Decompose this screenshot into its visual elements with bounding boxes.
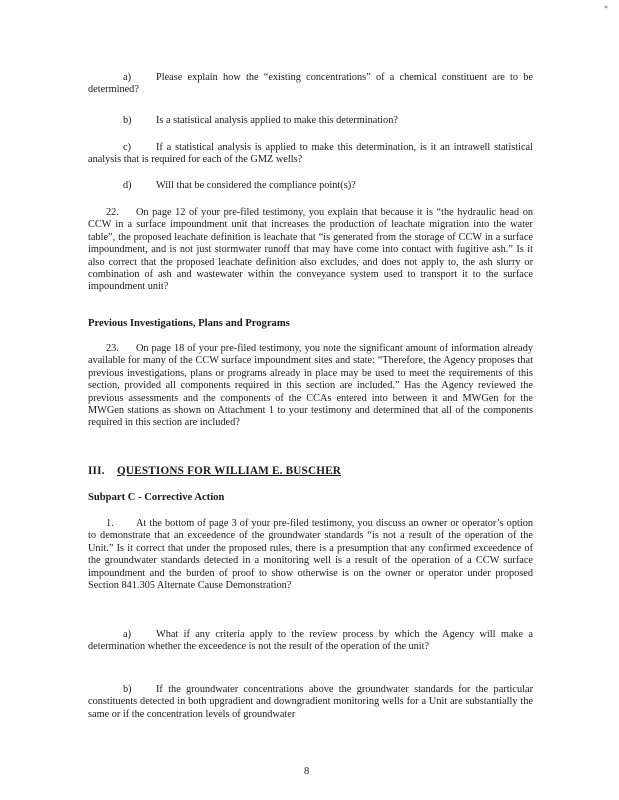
question-21c	[88, 142, 533, 167]
question-1a-text: What if any criteria apply to the review process by which the Agency will make a determination whether the exceedence is not the result of the operation of the unit?	[88, 629, 533, 653]
question-1a	[88, 629, 533, 654]
page-number: 8	[304, 766, 310, 777]
question-1b	[88, 684, 533, 721]
question-21a-label: a)	[123, 72, 131, 83]
question-21a-text: Please explain how the “existing concentrations” of a chemical constituent are to be determined?	[88, 72, 533, 96]
question-1-text: At the bottom of page 3 of your pre-filed testimony, you discuss an owner or operator’s option to demonstrate that an exceedence of the groundwater standards “is not a result of the operation of the Unit.” Is it correct that under the proposed rules, there is a presumption that any confirmed exceedence of the groundwater standards detected in a monitoring well is a result of the operation of a CCW surface impoundment and the burden of proof to show otherwise is on the owner or operator under proposed Section 841.305 Alternate Cause Demonstration?	[88, 518, 533, 592]
question-21a	[88, 72, 533, 97]
question-23-number: 23.	[106, 343, 119, 354]
section-number: III.	[88, 465, 105, 477]
question-21c-text: If a statistical analysis is applied to make this determination, is it an intrawell statistical analysis that is required for each of the GMZ wells?	[88, 142, 533, 166]
question-1-number: 1.	[106, 518, 114, 529]
question-23	[88, 343, 533, 430]
question-1a-label: a)	[123, 629, 131, 640]
question-21d	[88, 180, 533, 192]
question-21d-label: d)	[123, 180, 132, 191]
question-21d-text: Will that be considered the compliance point(s)?	[156, 180, 356, 191]
heading-previous-investigations: Previous Investigations, Plans and Programs	[88, 318, 290, 329]
question-21b-label: b)	[123, 115, 132, 126]
section-title: QUESTIONS FOR WILLIAM E. BUSCHER	[117, 465, 342, 477]
question-1b-label: b)	[123, 684, 132, 695]
question-22-text: On page 12 of your pre-filed testimony, you explain that because it is “the hydraulic head on CCW in a surface impoundment unit that increases the production of leachate migration into the water table”, the proposed leachate definition is leachate that “is generated from the storage of CCW in a surface impoundment, and is not just stormwater runoff that may have come into contact with fugitive ash.” Is it also correct that the proposed leachate definition also excludes, and does not apply to, the ash slurry or combination of ash and wastewater within the conveyance system used to transport it to the surface impoundment unit?	[88, 207, 533, 293]
section-heading	[88, 465, 341, 477]
edge-mark: *	[604, 4, 608, 13]
question-22-number: 22.	[106, 207, 119, 218]
question-1b-text: If the groundwater concentrations above the groundwater standards for the particular constituents detected in both upgradient and downgradient monitoring wells for a Unit are substantially the same or if the concentration levels of groundwater	[88, 684, 533, 720]
question-1	[88, 518, 533, 592]
question-21c-label: c)	[123, 142, 131, 153]
heading-subpart-c: Subpart C - Corrective Action	[88, 492, 225, 503]
question-23-text: On page 18 of your pre-filed testimony, you note the significant amount of information already available for many of the CCW surface impoundment sites and state: “Therefore, the Agency proposes that previous investigations, plans or programs already in place may be used to meet the requirements of this section, provided all components required in this section are included.” Has the Agency reviewed the previous assessments and the components of the CCAs entered into between it and MWGen for the MWGen stations as shown on Attachment 1 to your testimony and determined that all of the components required in this section are included?	[88, 343, 533, 429]
question-21b	[88, 115, 533, 127]
question-21b-text: Is a statistical analysis applied to make this determination?	[156, 115, 398, 126]
question-22	[88, 207, 533, 294]
